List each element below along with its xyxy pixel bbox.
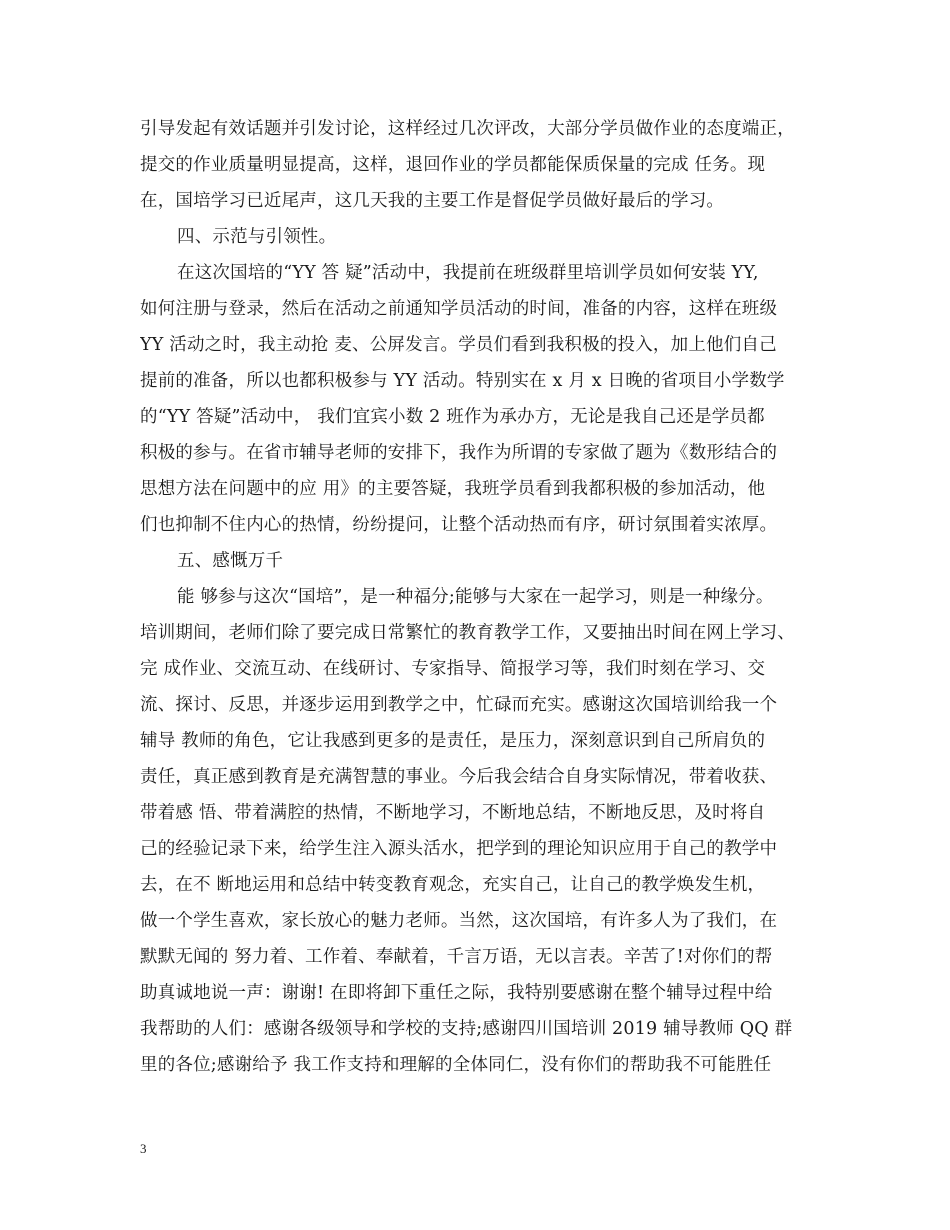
text-line: 积极的参与。在省市辅导老师的安排下，我作为所谓的专家做了题为《数形结合的 [140, 443, 778, 463]
text-line: 责任，真正感到教育是充满智慧的事业。今后我会结合自身实际情况，带着收获、 [140, 767, 778, 787]
text-line: 带着感 悟、带着满腔的热情，不断地学习，不断地总结，不断地反思，及时将自 [140, 803, 766, 823]
text-line: 在，国培学习已近尾声，这几天我的主要工作是督促学员做好最后的学习。 [140, 191, 725, 211]
section-heading: 五、感慨万千 [177, 551, 284, 571]
text-line: 我帮助的人们：感谢各级领导和学校的支持;感谢四川国培训 2019 辅导教师 QQ 群 [140, 1019, 793, 1039]
text-line: 的“YY 答疑”活动中， 我们宜宾小数 2 班作为承办方，无论是我自己还是学员都 [140, 407, 765, 427]
text-line: 提交的作业质量明显提高，这样，退回作业的学员都能保质保量的完成 任务。现 [140, 155, 766, 175]
text-line: 思想方法在问题中的应 用》的主要答疑，我班学员看到我都积极的参加活动，他 [140, 479, 766, 499]
text-line: 默默无闻的 努力着、工作着、奉献着，千言万语，无以言表。辛苦了!对你们的帮 [140, 947, 773, 967]
text-line: 引导发起有效话题并引发讨论，这样经过几次评改，大部分学员做作业的态度端正， [140, 119, 795, 139]
text-line: 做一个学生喜欢，家长放心的魅力老师。当然，这次国培，有许多人为了我们，在 [140, 911, 778, 931]
page-number: 3 [140, 1141, 147, 1156]
text-line: 辅导 教师的角色，它让我感到更多的是责任，是压力，深刻意识到自己所肩负的 [140, 731, 766, 751]
text-line: 助真诚地说一声：谢谢! 在即将卸下重任之际，我特别要感谢在整个辅导过程中给 [140, 983, 773, 1003]
text-line: 培训期间，老师们除了要完成日常繁忙的教育教学工作，又要抽出时间在网上学习、 [140, 623, 795, 643]
text-line: 里的各位;感谢给予 我工作支持和理解的全体同仁，没有你们的帮助我不可能胜任 [140, 1055, 772, 1075]
text-line: 们也抑制不住内心的热情，纷纷提问，让整个活动热而有序，研讨氛围着实浓厚。 [140, 515, 778, 535]
text-line: 在这次国培的“YY 答 疑”活动中，我提前在班级群里培训学员如何安装 YY, [177, 263, 759, 283]
text-line: 己的经验记录下来，给学生注入源头活水，把学到的理论知识应用于自己的教学中 [140, 839, 778, 859]
text-line: 完 成作业、交流互动、在线研讨、专家指导、简报学习等，我们时刻在学习、交 [140, 659, 766, 679]
text-line: 提前的准备，所以也都积极参与 YY 活动。特别实在 x 月 x 日晚的省项目小学数学 [140, 371, 785, 391]
text-line: 能 够参与这次“国培”，是一种福分;能够与大家在一起学习，则是一种缘分。 [177, 587, 774, 607]
text-line: 如何注册与登录，然后在活动之前通知学员活动的时间，准备的内容，这样在班级 [140, 299, 778, 319]
text-line: 流、探讨、反思，并逐步运用到教学之中，忙碌而充实。感谢这次国培训给我一个 [140, 695, 778, 715]
text-line: 去，在不 断地运用和总结中转变教育观念，充实自己，让自己的教学焕发生机， [140, 875, 766, 895]
section-heading: 四、示范与引领性。 [177, 227, 337, 247]
text-line: YY 活动之时，我主动抢 麦、公屏发言。学员们看到我积极的投入，加上他们自己 [140, 335, 777, 355]
